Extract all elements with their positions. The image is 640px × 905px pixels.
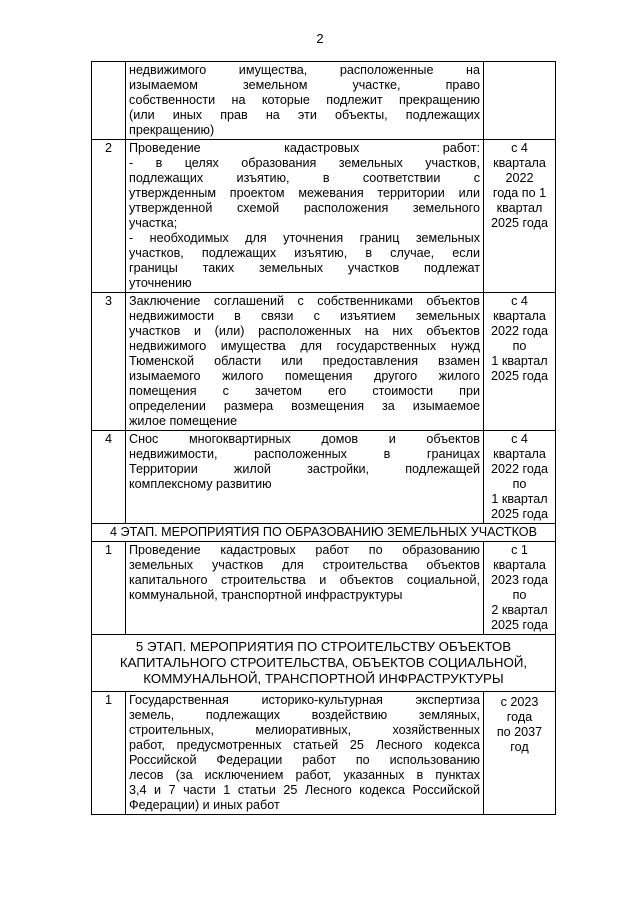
description-line: недвижимого имущества для государственных нужд [129,339,480,353]
table-row [92,140,556,293]
row-number: 3 [92,293,126,431]
description-line: жилое помещение [129,414,238,428]
table-row [92,542,556,635]
description-line: изымаемом земельном участке, право [129,78,480,92]
description-line: утвержденным проектом межевания территории или [129,186,480,200]
term-line: с 4 квартала 2022 [493,141,546,185]
description-line: лесов (за исключением работ, указанных в пунктах [129,768,480,782]
row-number: 1 [92,542,126,635]
row-description [126,62,484,140]
description-line: коммунальной, транспортной инфраструктуры [129,588,403,602]
term-line: 2025 года [491,618,548,632]
term-line: 2022 года по [491,462,548,491]
description-line: прекращению) [129,123,215,137]
description-line: помещения с зачетом его стоимости при [129,384,480,398]
description-line: недвижимого имущества, расположенные на [129,63,480,77]
description-line: капитального строительства и объектов социальной, [129,573,480,587]
description-line: - необходимых для уточнения границ земельных [129,231,480,245]
row-description [126,692,484,815]
page-number: 2 [316,31,324,46]
description-line: Территории жилой застройки, подлежащей [129,462,480,476]
description-line: недвижимости, расположенных в границах [129,447,480,461]
term-line: года по 1 квартал [492,186,547,215]
description-line: Проведение кадастровых работ: [129,141,480,155]
stage-header-row [92,635,556,692]
row-description [126,140,484,293]
description-line: собственности на которые подлежит прекращению [129,93,480,107]
row-term [484,62,556,140]
table-row [92,431,556,524]
row-description [126,431,484,524]
table-row [92,692,556,815]
row-number: 4 [92,431,126,524]
row-term [484,293,556,431]
row-term [484,542,556,635]
description-line: участков, подлежащих изъятию, в случае, если [129,246,480,260]
description-line: недвижимости в связи с изъятием земельных [129,309,480,323]
description-line: уточнению [129,276,192,290]
term-line: с 4 квартала [493,294,546,323]
description-line: Государственная историко-культурная экспертиза [129,693,480,707]
description-line: определении размера возмещения за изымаемое [129,399,480,413]
row-description [126,293,484,431]
description-line: участка; [129,216,178,230]
description-line: строительных, мелиоративных, хозяйственных [129,723,480,737]
description-line: участков и (или) расположенных на них объектов [129,324,480,338]
stage-title [92,635,556,692]
description-line: Снос многоквартирных домов и объектов [129,432,480,446]
row-number: 1 [92,692,126,815]
description-line: изымаемого жилого помещения другого жилого [129,369,480,383]
description-line: подлежащих изъятию, в соответствии с [129,171,480,185]
description-line: работ, предусмотренных статьей 25 Лесного кодекса [129,738,480,752]
term-line: 2023 года по [491,573,548,602]
stage-title: 4 ЭТАП. МЕРОПРИЯТИЯ ПО ОБРАЗОВАНИЮ ЗЕМЕЛЬНЫХ УЧАСТКОВ [92,524,556,542]
description-line: Тюменской области или предоставления взамен [129,354,480,368]
row-description [126,542,484,635]
term-line: по 2037 год [496,725,543,754]
row-number: 2 [92,140,126,293]
table-row [92,62,556,140]
table-row [92,293,556,431]
row-number [92,62,126,140]
description-line: - в целях образования земельных участков, [129,156,480,170]
term-line: 2025 года [491,507,548,521]
term-line: 1 квартал [491,354,548,368]
description-line: Российской Федерации работ по использованию [129,753,480,767]
term-line: 2 квартал [491,603,548,617]
description-line: утвержденной схемой расположения земельного [129,201,480,215]
description-line: (или иных прав на эти объекты, подлежащих [129,108,480,122]
stage-title-line: КАПИТАЛЬНОГО СТРОИТЕЛЬСТВА, ОБЪЕКТОВ СОЦИАЛЬНОЙ, [119,655,528,670]
term-line: 2022 года по [491,324,548,353]
term-line: 2025 года [491,216,548,230]
stage-header-row [92,524,556,542]
stage-title-line: 5 ЭТАП. МЕРОПРИЯТИЯ ПО СТРОИТЕЛЬСТВУ ОБЪЕКТОВ [135,639,512,654]
stage-title-line: КОММУНАЛЬНОЙ, ТРАНСПОРТНОЙ ИНФРАСТРУКТУРЫ [143,671,504,686]
measures-table [91,61,556,815]
description-line: Федерации) и иных работ [129,798,280,812]
row-term [484,431,556,524]
description-line: Проведение кадастровых работ по образованию [129,543,480,557]
description-line: границы таких земельных участков подлежат [129,261,480,275]
description-line: Заключение соглашений с собственниками объектов [129,294,480,308]
term-line: с 1 квартала [493,543,546,572]
term-line: с 2023 года [500,695,539,724]
term-line: 2025 года [491,369,548,383]
row-term [484,692,556,815]
description-line: земель, подлежащих воздействию земляных, [129,708,480,722]
description-line: 3,4 и 7 части 1 статьи 25 Лесного кодекса Российской [129,783,480,797]
description-line: комплексному развитию [129,477,272,491]
term-line: с 4 квартала [493,432,546,461]
term-line: 1 квартал [491,492,548,506]
description-line: земельных участков для строительства объектов [129,558,480,572]
row-term [484,140,556,293]
